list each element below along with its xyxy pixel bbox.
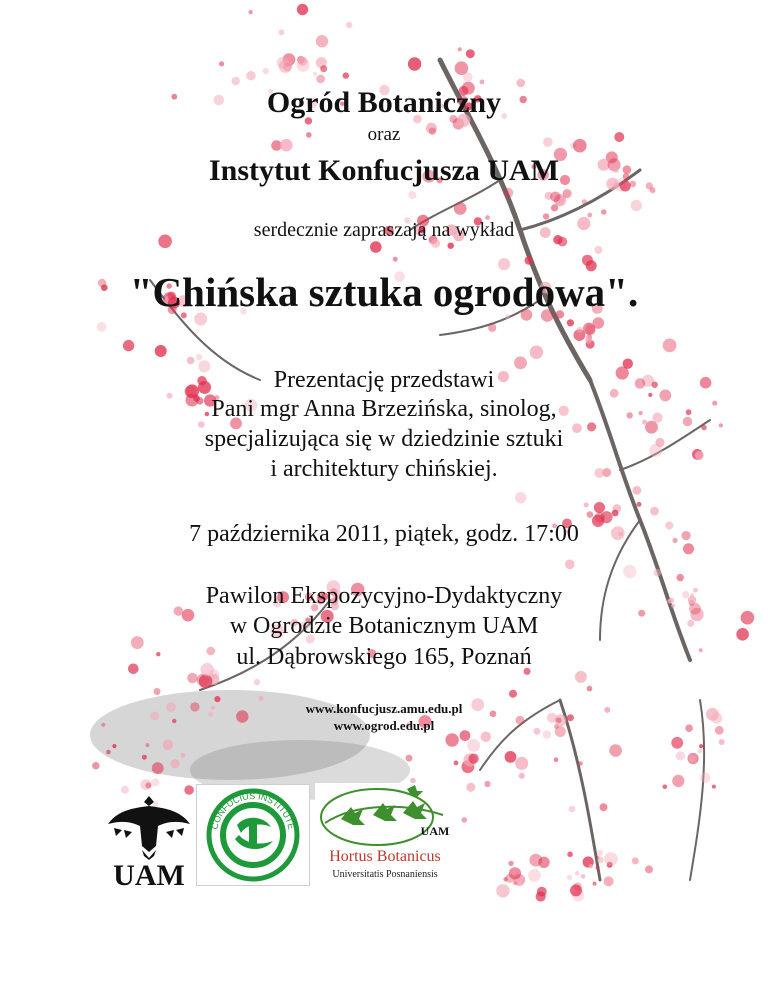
blossom-petal xyxy=(152,762,164,774)
blossom-petal xyxy=(570,884,582,896)
blossom-petal xyxy=(601,209,607,215)
blossom-petal xyxy=(515,492,526,503)
blossom-petal xyxy=(320,65,327,72)
blossom-petal xyxy=(298,57,307,66)
blossom-petal xyxy=(263,68,269,74)
confucius-logo-text: CONFUCIUS INSTITUTE xyxy=(209,790,297,831)
blossom-petal xyxy=(297,4,308,15)
blossom-petal xyxy=(632,857,639,864)
blossom-petal xyxy=(654,569,662,577)
blossom-petal xyxy=(663,785,668,790)
blossom-petal xyxy=(637,502,642,507)
blossom-petal xyxy=(593,317,605,329)
blossom-petal xyxy=(97,322,107,332)
venue-line: ul. Dąbrowskiego 165, Poznań xyxy=(236,644,532,670)
blossom-petal xyxy=(700,773,711,784)
blossom-petal xyxy=(525,256,534,265)
blossom-petal xyxy=(466,783,475,792)
confucius-institute-icon xyxy=(197,785,309,885)
blossom-petal xyxy=(181,753,186,758)
blossom-petal xyxy=(612,510,619,517)
blossom-petal xyxy=(462,817,468,823)
blossom-petal xyxy=(575,871,579,875)
blossom-petal xyxy=(279,29,285,35)
blossom-petal xyxy=(633,486,642,495)
blossom-petal xyxy=(466,49,475,58)
venue-line: w Ogrodzie Botanicznym UAM xyxy=(229,613,539,639)
presenter-line: specjalizująca się w dziedzinie sztuki xyxy=(204,426,564,452)
blossom-petal xyxy=(589,864,593,868)
blossom-petal xyxy=(92,762,99,769)
blossom-petal xyxy=(313,72,317,76)
hortus-subtitle: Universitatis Posnaniensis xyxy=(332,869,438,880)
blossom-petal xyxy=(145,743,149,747)
ivy-leaves-icon xyxy=(315,783,455,847)
blossom-petal xyxy=(587,511,594,518)
uam-logo-text: UAM xyxy=(113,859,185,890)
blossom-petal xyxy=(677,574,684,581)
blossom-petal xyxy=(554,757,559,762)
blossom-petal xyxy=(578,761,582,765)
blossom-petal xyxy=(199,675,213,689)
blossom-petal xyxy=(530,346,543,359)
eagle-icon xyxy=(104,790,194,890)
blossom-petal xyxy=(343,72,349,78)
blossom-petal xyxy=(581,874,586,879)
blossom-petal xyxy=(187,357,195,365)
blossom-petal xyxy=(370,241,382,253)
blossom-petal xyxy=(550,192,560,202)
blossom-petal xyxy=(594,502,605,513)
blossom-petal xyxy=(187,673,197,683)
blossom-petal xyxy=(279,60,292,73)
presenter-line: i architektury chińskiej. xyxy=(270,456,498,482)
blossom-petal xyxy=(488,324,496,332)
blossom-petal xyxy=(508,861,513,866)
invitation-text: serdecznie zapraszają na wykład xyxy=(253,219,515,241)
blossom-petal xyxy=(454,202,467,215)
blossom-petal xyxy=(584,503,589,508)
blossom-petal xyxy=(448,243,454,249)
blossom-petal xyxy=(249,10,253,14)
blossom-petal xyxy=(676,751,685,760)
blossom-petal xyxy=(346,22,352,28)
blossom-petal xyxy=(575,671,587,683)
blossom-petal xyxy=(154,688,161,695)
conjunction-text: oraz xyxy=(367,124,401,145)
blossom-petal xyxy=(597,850,603,856)
blossom-petal xyxy=(528,869,541,882)
blossom-petal xyxy=(719,739,725,745)
blossom-petal xyxy=(232,77,240,85)
blossom-petal xyxy=(246,71,255,80)
blossom-petal xyxy=(671,737,683,749)
blossom-petal xyxy=(593,882,597,886)
blossom-petal xyxy=(467,739,480,752)
blossom-petal xyxy=(151,778,159,786)
blossom-petal xyxy=(569,806,576,813)
blossom-petal xyxy=(587,686,593,692)
blossom-petal xyxy=(604,876,614,886)
blossom-petal xyxy=(600,803,608,811)
blossom-petal xyxy=(509,690,517,698)
blossom-petal xyxy=(408,191,416,199)
blossom-petal xyxy=(587,213,592,218)
blossom-petal xyxy=(106,750,111,755)
blossom-petal xyxy=(155,345,167,357)
venue-line: Pawilon Ekspozycyjno-Dydaktyczny xyxy=(205,583,563,609)
org-title-confucius-institute: Instytut Konfucjusza UAM xyxy=(208,154,559,187)
blossom-petal xyxy=(577,327,583,333)
blossom-petal xyxy=(505,751,517,763)
blossom-petal xyxy=(650,507,659,516)
blossom-petal xyxy=(316,75,325,84)
blossom-petal xyxy=(582,199,587,204)
website-link[interactable]: www.ogrod.edu.pl xyxy=(333,718,435,733)
blossom-petal xyxy=(406,755,413,762)
hortus-botanicus-logo xyxy=(315,783,455,891)
blossom-petal xyxy=(631,200,642,211)
blossom-petal xyxy=(567,319,574,326)
blossom-petal xyxy=(663,339,677,353)
hortus-badge-text: UAM xyxy=(420,824,450,838)
blossom-petal xyxy=(609,744,622,757)
blossom-petal xyxy=(316,35,328,47)
org-title-botanical-garden: Ogród Botaniczny xyxy=(266,86,502,119)
blossom-petal xyxy=(567,875,572,880)
blossom-petal xyxy=(469,754,479,764)
presenter-line: Prezentację przedstawi xyxy=(273,367,495,393)
blossom-petal xyxy=(567,852,573,858)
blossom-petal xyxy=(551,204,558,211)
blossom-petal xyxy=(597,857,604,864)
blossom-petal xyxy=(519,773,525,779)
blossom-petal xyxy=(393,257,398,262)
blossom-petal xyxy=(594,246,602,254)
blossom-petal xyxy=(515,757,528,770)
blossom-petal xyxy=(672,775,684,787)
blossom-petal xyxy=(484,781,490,787)
blossom-petal xyxy=(171,759,180,768)
hortus-title: Hortus Botanicus xyxy=(329,848,441,865)
blossom-petal xyxy=(565,560,575,570)
event-datetime: 7 października 2011, piątek, godz. 17:00 xyxy=(189,521,579,547)
blossom-petal xyxy=(699,744,703,748)
blossom-petal xyxy=(536,891,546,901)
blossom-petal xyxy=(645,865,653,873)
blossom-petal xyxy=(163,740,174,751)
blossom-petal xyxy=(196,354,202,360)
blossom-petal xyxy=(408,57,421,70)
blossom-petal xyxy=(604,852,618,866)
blossom-petal xyxy=(458,47,462,51)
blossom-petal xyxy=(623,565,636,578)
blossom-petal xyxy=(496,884,509,897)
blossom-petal xyxy=(596,866,600,870)
blossom-petal xyxy=(140,779,151,790)
blossom-petal xyxy=(698,749,703,754)
blossom-petal xyxy=(219,61,224,66)
blossom-petal xyxy=(689,755,696,762)
website-link[interactable]: www.konfucjusz.amu.edu.pl xyxy=(305,701,463,716)
uam-logo xyxy=(104,790,194,890)
blossom-petal xyxy=(513,874,525,886)
blossom-petal xyxy=(112,744,116,748)
blossom-petal xyxy=(585,337,592,344)
blossom-petal xyxy=(480,80,485,85)
blossom-petal xyxy=(455,61,469,75)
blossom-petal xyxy=(712,785,716,789)
blossom-petal xyxy=(454,761,459,766)
confucius-institute-logo xyxy=(196,784,310,886)
blossom-petal xyxy=(142,755,147,760)
lecture-title: "Chińska sztuka ogrodowa". xyxy=(129,269,639,315)
blossom-petal xyxy=(503,188,513,198)
blossom-petal xyxy=(445,733,458,746)
presenter-line: Pani mgr Anna Brzezińska, sinolog, xyxy=(211,396,557,422)
blossom-petal xyxy=(563,189,572,198)
blossom-petal xyxy=(123,340,134,351)
blossom-petal xyxy=(254,679,260,685)
blossom-petal xyxy=(529,854,542,867)
